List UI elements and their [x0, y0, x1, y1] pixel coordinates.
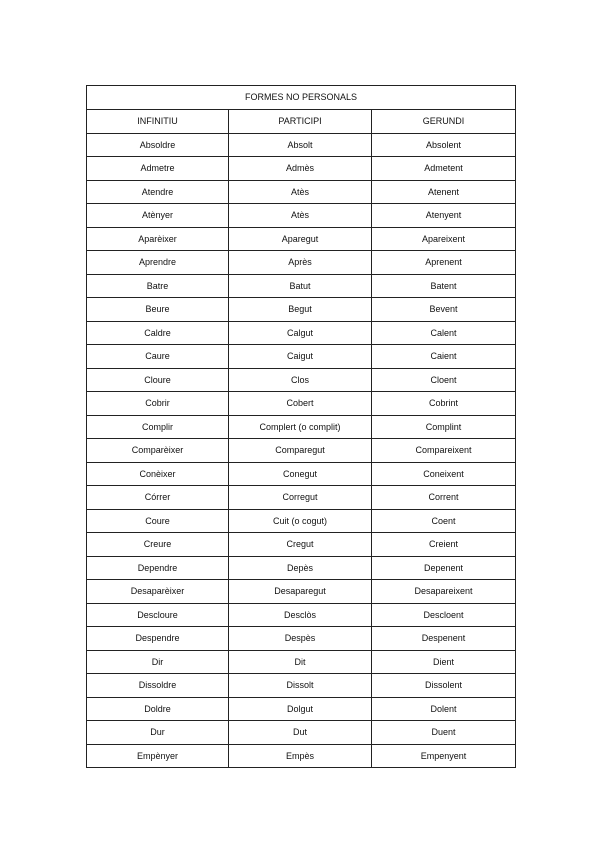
cell-gerundi: Complint	[372, 415, 516, 439]
table-row	[87, 439, 516, 463]
table-row	[87, 274, 516, 298]
table-row	[87, 744, 516, 768]
cell-gerundi: Cobrint	[372, 392, 516, 416]
table-row	[87, 321, 516, 345]
cell-participi: Admès	[229, 157, 372, 181]
cell-participi: Despès	[229, 627, 372, 651]
cell-participi: Comparegut	[229, 439, 372, 463]
table-row	[87, 627, 516, 651]
cell-infinitiu: Cloure	[87, 368, 229, 392]
cell-infinitiu: Creure	[87, 533, 229, 557]
cell-infinitiu: Despendre	[87, 627, 229, 651]
header-participi: PARTICIPI	[229, 110, 372, 134]
cell-infinitiu: Caure	[87, 345, 229, 369]
cell-gerundi: Calent	[372, 321, 516, 345]
cell-infinitiu: Dissoldre	[87, 674, 229, 698]
cell-infinitiu: Descloure	[87, 603, 229, 627]
cell-infinitiu: Córrer	[87, 486, 229, 510]
cell-gerundi: Compareixent	[372, 439, 516, 463]
cell-infinitiu: Dur	[87, 721, 229, 745]
table-row	[87, 603, 516, 627]
table-row	[87, 486, 516, 510]
cell-participi: Dut	[229, 721, 372, 745]
cell-gerundi: Depenent	[372, 556, 516, 580]
table-header-row	[87, 110, 516, 134]
cell-participi: Dolgut	[229, 697, 372, 721]
cell-gerundi: Descloent	[372, 603, 516, 627]
cell-participi: Cuit (o cogut)	[229, 509, 372, 533]
cell-gerundi: Atenyent	[372, 204, 516, 228]
cell-participi: Absolt	[229, 133, 372, 157]
cell-participi: Empès	[229, 744, 372, 768]
cell-infinitiu: Absoldre	[87, 133, 229, 157]
cell-gerundi: Coneixent	[372, 462, 516, 486]
cell-gerundi: Empenyent	[372, 744, 516, 768]
table-row	[87, 556, 516, 580]
table-row	[87, 157, 516, 181]
cell-participi: Dissolt	[229, 674, 372, 698]
cell-participi: Dit	[229, 650, 372, 674]
verb-forms-table	[86, 85, 516, 768]
cell-gerundi: Bevent	[372, 298, 516, 322]
table-row	[87, 533, 516, 557]
cell-gerundi: Batent	[372, 274, 516, 298]
table-row	[87, 674, 516, 698]
table-row	[87, 415, 516, 439]
table-row	[87, 298, 516, 322]
cell-gerundi: Coent	[372, 509, 516, 533]
cell-infinitiu: Batre	[87, 274, 229, 298]
cell-participi: Cregut	[229, 533, 372, 557]
table-row	[87, 133, 516, 157]
cell-infinitiu: Cobrir	[87, 392, 229, 416]
cell-participi: Corregut	[229, 486, 372, 510]
cell-gerundi: Aprenent	[372, 251, 516, 275]
cell-participi: Desclòs	[229, 603, 372, 627]
table-row	[87, 580, 516, 604]
cell-infinitiu: Conèixer	[87, 462, 229, 486]
table-row	[87, 251, 516, 275]
cell-infinitiu: Atendre	[87, 180, 229, 204]
cell-participi: Conegut	[229, 462, 372, 486]
cell-gerundi: Corrent	[372, 486, 516, 510]
cell-infinitiu: Complir	[87, 415, 229, 439]
cell-infinitiu: Dependre	[87, 556, 229, 580]
cell-gerundi: Caient	[372, 345, 516, 369]
table-row	[87, 721, 516, 745]
cell-gerundi: Dolent	[372, 697, 516, 721]
cell-participi: Depès	[229, 556, 372, 580]
table-row	[87, 180, 516, 204]
table-row	[87, 392, 516, 416]
cell-participi: Caigut	[229, 345, 372, 369]
cell-participi: Aparegut	[229, 227, 372, 251]
cell-gerundi: Absolent	[372, 133, 516, 157]
cell-participi: Cobert	[229, 392, 372, 416]
header-gerundi: GERUNDI	[372, 110, 516, 134]
cell-participi: Begut	[229, 298, 372, 322]
cell-participi: Calgut	[229, 321, 372, 345]
cell-infinitiu: Atènyer	[87, 204, 229, 228]
cell-participi: Batut	[229, 274, 372, 298]
cell-participi: Desaparegut	[229, 580, 372, 604]
header-infinitiu: INFINITIU	[87, 110, 229, 134]
cell-infinitiu: Dir	[87, 650, 229, 674]
cell-infinitiu: Coure	[87, 509, 229, 533]
table-title-row	[87, 86, 516, 110]
cell-infinitiu: Doldre	[87, 697, 229, 721]
cell-gerundi: Despenent	[372, 627, 516, 651]
cell-gerundi: Duent	[372, 721, 516, 745]
cell-infinitiu: Aparèixer	[87, 227, 229, 251]
table-row	[87, 650, 516, 674]
cell-infinitiu: Beure	[87, 298, 229, 322]
cell-infinitiu: Aprendre	[87, 251, 229, 275]
table-row	[87, 368, 516, 392]
cell-infinitiu: Caldre	[87, 321, 229, 345]
cell-gerundi: Cloent	[372, 368, 516, 392]
cell-gerundi: Apareixent	[372, 227, 516, 251]
table-row	[87, 462, 516, 486]
cell-gerundi: Desapareixent	[372, 580, 516, 604]
table-row	[87, 227, 516, 251]
table-row	[87, 697, 516, 721]
cell-infinitiu: Empènyer	[87, 744, 229, 768]
cell-gerundi: Dissolent	[372, 674, 516, 698]
table-row	[87, 204, 516, 228]
table-row	[87, 509, 516, 533]
cell-participi: Atès	[229, 204, 372, 228]
cell-participi: Clos	[229, 368, 372, 392]
cell-participi: Complert (o complit)	[229, 415, 372, 439]
cell-gerundi: Creient	[372, 533, 516, 557]
cell-gerundi: Dient	[372, 650, 516, 674]
table-title: FORMES NO PERSONALS	[87, 86, 516, 110]
cell-infinitiu: Admetre	[87, 157, 229, 181]
cell-participi: Atès	[229, 180, 372, 204]
cell-gerundi: Atenent	[372, 180, 516, 204]
cell-infinitiu: Comparèixer	[87, 439, 229, 463]
cell-gerundi: Admetent	[372, 157, 516, 181]
cell-infinitiu: Desaparèixer	[87, 580, 229, 604]
cell-participi: Après	[229, 251, 372, 275]
table-row	[87, 345, 516, 369]
